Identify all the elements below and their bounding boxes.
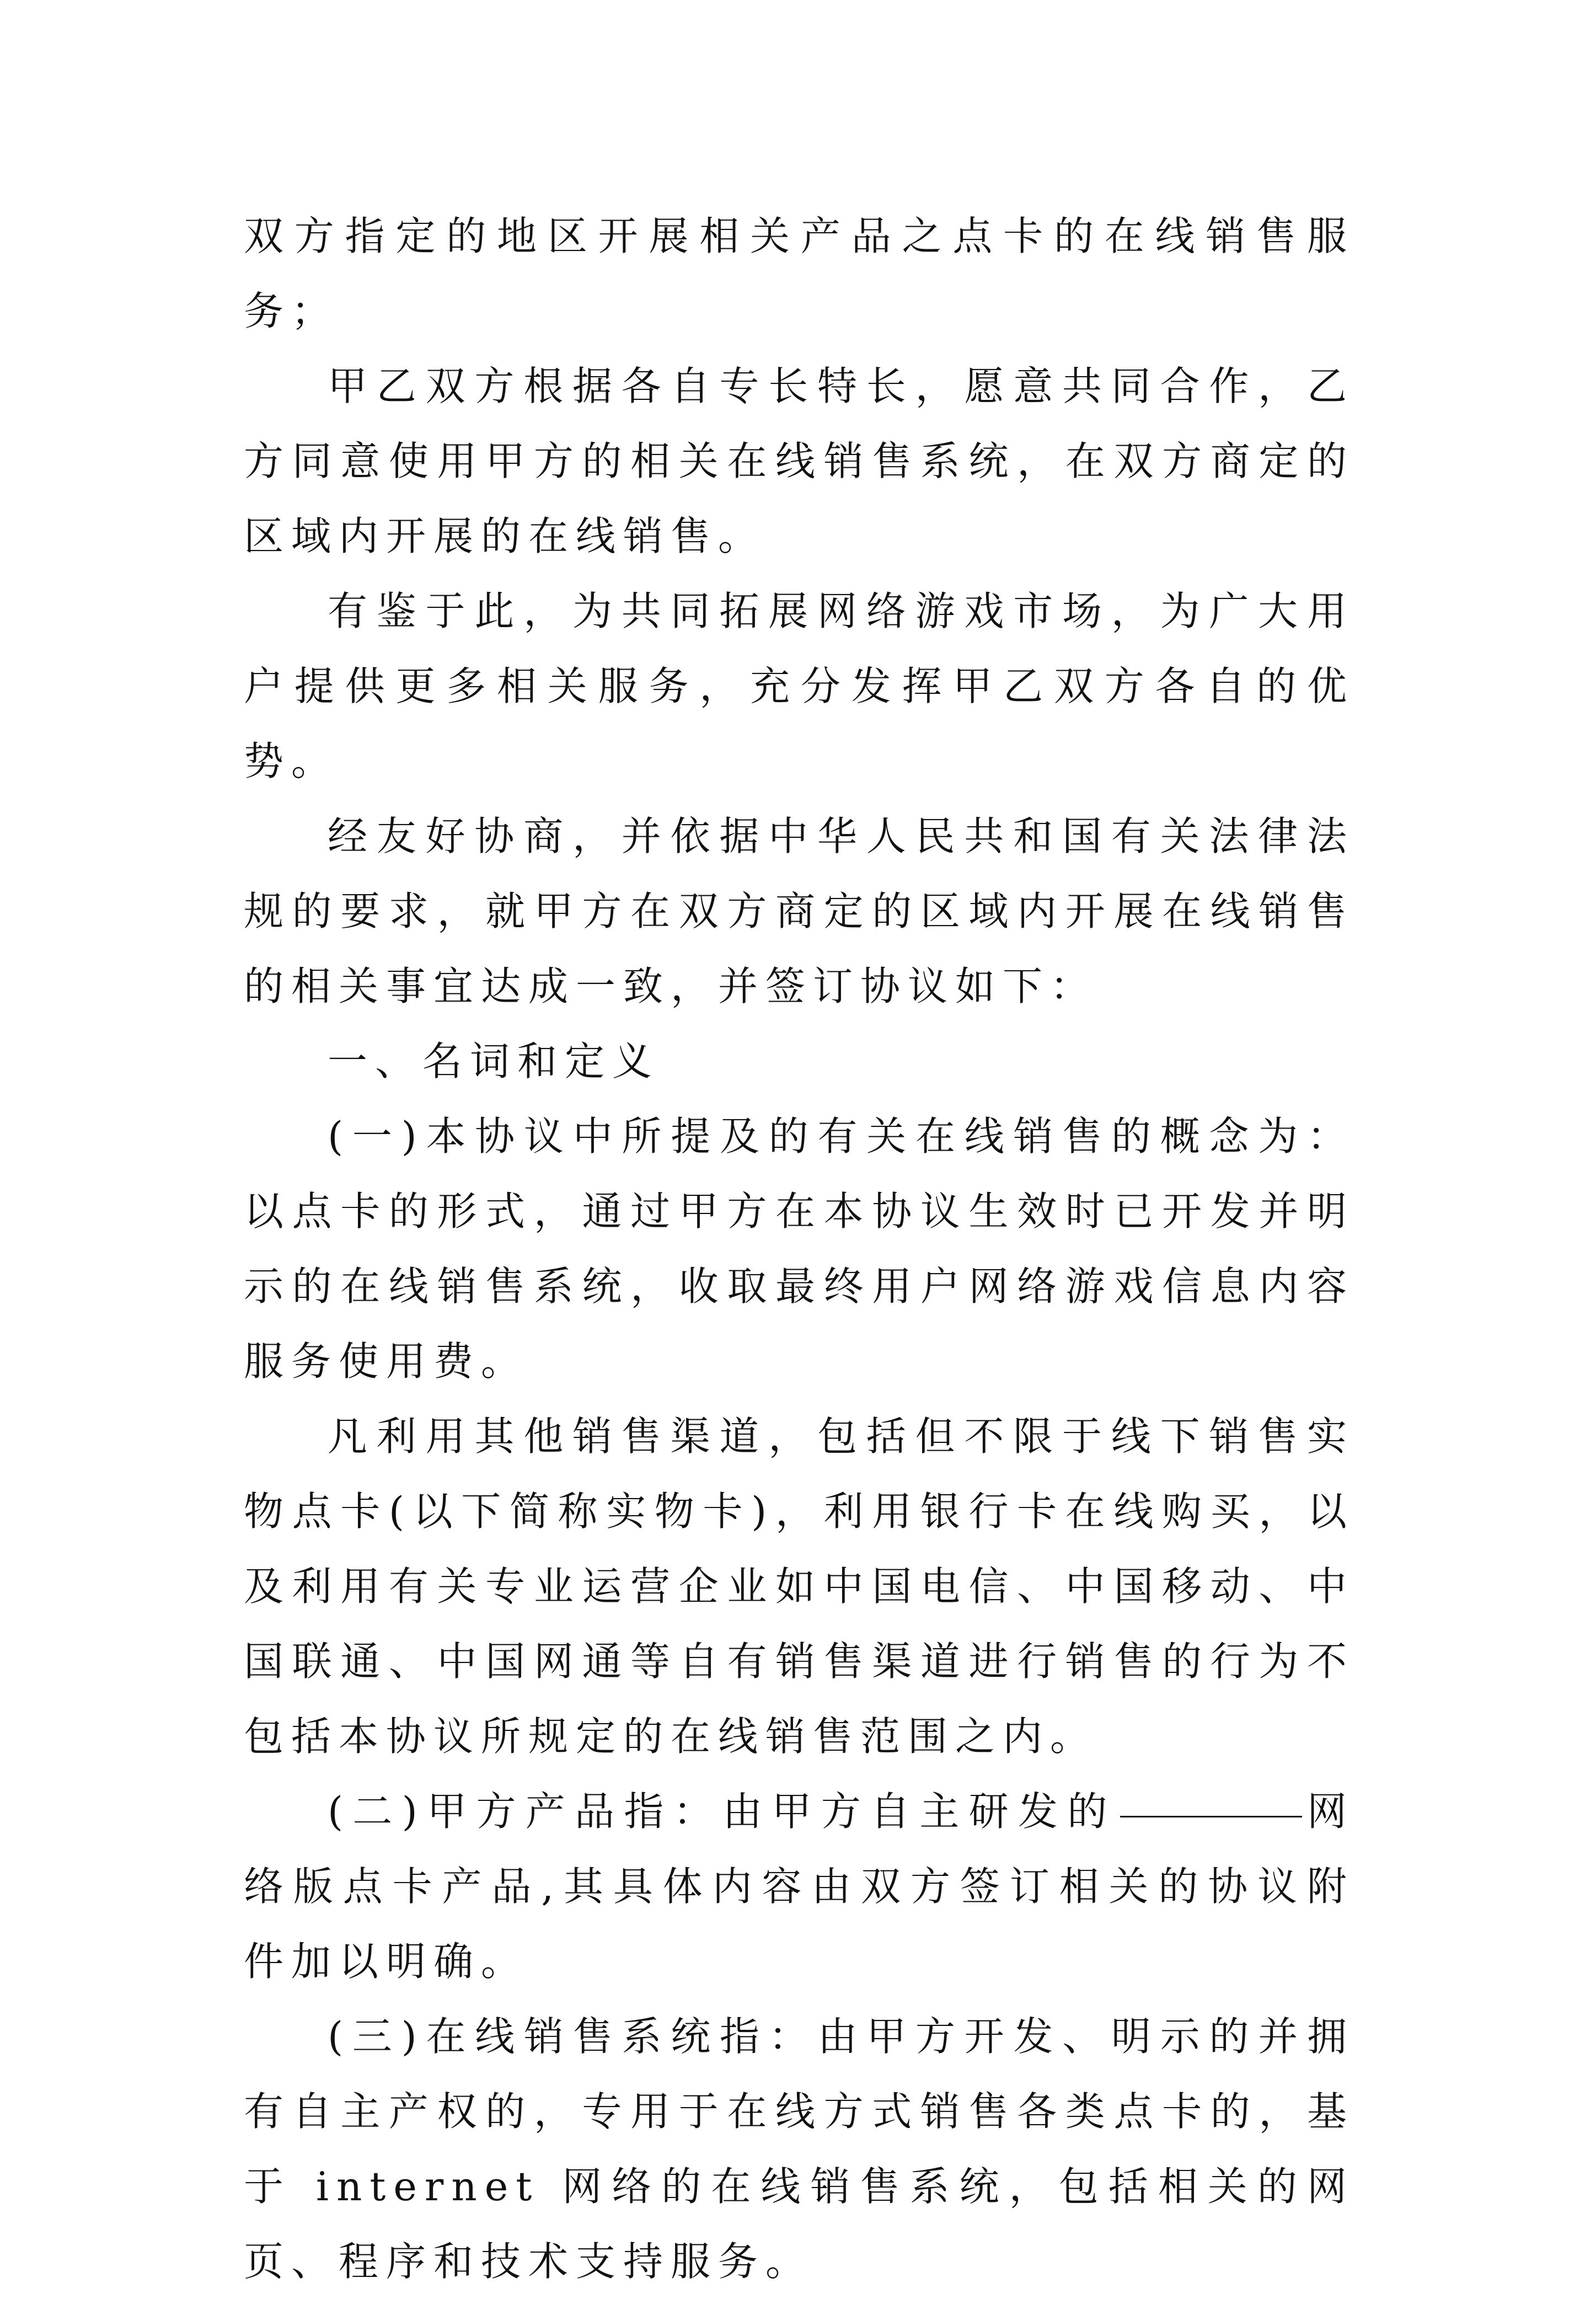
- definition-2-end: 网络版点卡产品,其具体内容由双方签订相关的协议附件加以明确。: [244, 1788, 1354, 1985]
- fill-in-blank: [1120, 1776, 1302, 1817]
- section-heading-1: 一、名词和定义: [328, 1038, 660, 1084]
- definition-2: [244, 1774, 1354, 1999]
- definition-2-start: (二)甲方产品指：由甲方自主研发的: [328, 1788, 1117, 1835]
- paragraph-1: 双方指定的地区开展相关产品之点卡的在线销售服务；: [244, 213, 1354, 334]
- paragraph-7: 凡利用其他销售渠道，包括但不限于线下销售实物点卡(以下简称实物卡)，利用银行卡在线购买，以及利用有关专业运营企业如中国电信、中国移动、中国联通、中国网通等自有销售渠道进行销售的行为不包括本协议所规定的在线销售范围之内。: [244, 1413, 1354, 1760]
- paragraph-3: 有鉴于此，为共同拓展网络游戏市场，为广大用户提供更多相关服务，充分发挥甲乙双方各自的优势。: [244, 588, 1354, 784]
- definition-3: (三)在线销售系统指：由甲方开发、明示的并拥有自主产权的，专用于在线方式销售各类点卡的，基于 internet 网络的在线销售系统，包括相关的网页、程序和技术支持服务。: [244, 2013, 1354, 2285]
- paragraph-2: 甲乙双方根据各自专长特长，愿意共同合作，乙方同意使用甲方的相关在线销售系统，在双方商定的区域内开展的在线销售。: [244, 363, 1354, 559]
- definition-1: (一)本协议中所提及的有关在线销售的概念为：以点卡的形式，通过甲方在本协议生效时已开发并明示的在线销售系统，收取最终用户网络游戏信息内容服务使用费。: [244, 1113, 1354, 1384]
- paragraph-4: 经友好协商，并依据中华人民共和国有关法律法规的要求，就甲方在双方商定的区域内开展在线销售的相关事宜达成一致，并签订协议如下：: [244, 813, 1354, 1009]
- body-text: [244, 199, 1354, 2299]
